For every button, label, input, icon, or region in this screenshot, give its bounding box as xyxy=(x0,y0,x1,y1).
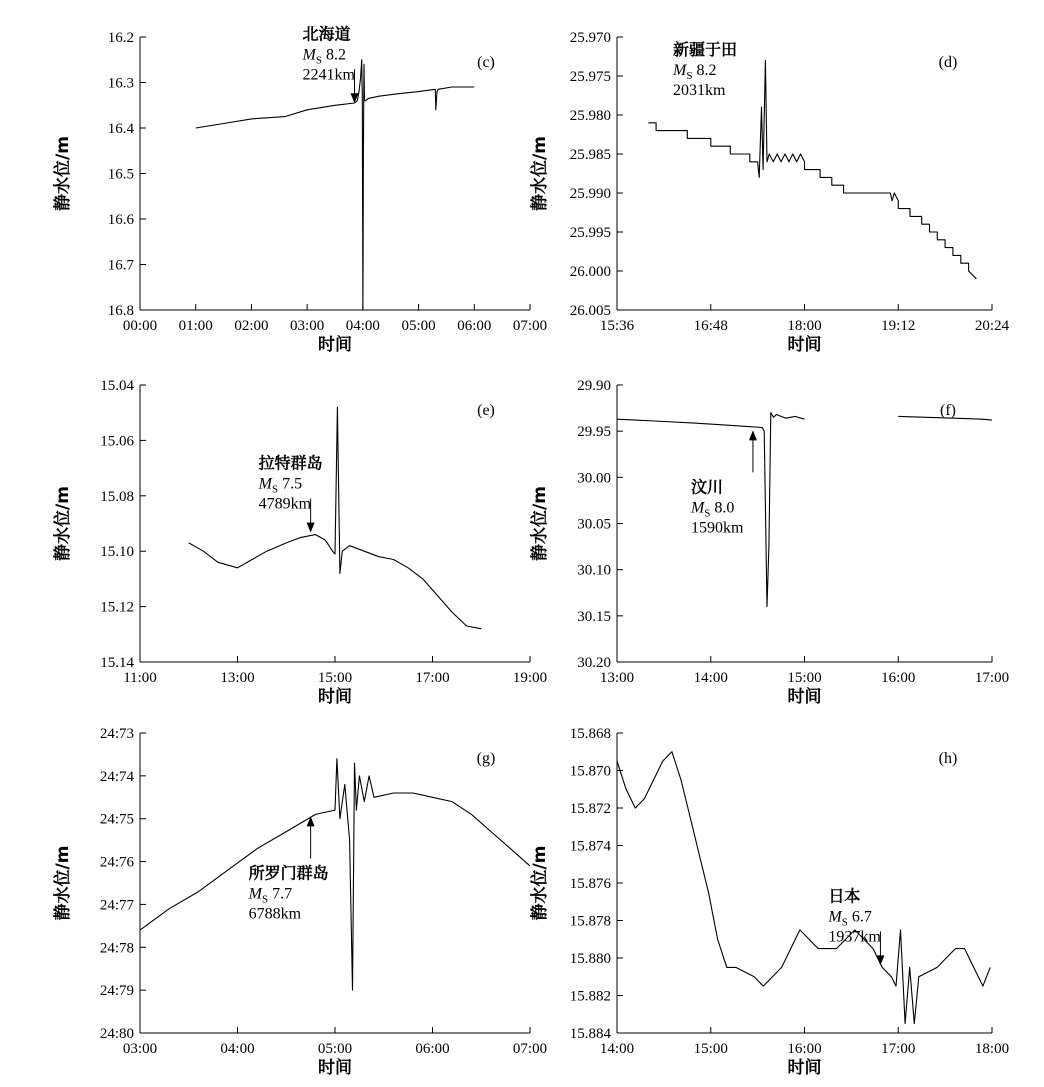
annotation-magnitude: $M_S$ 8.0 xyxy=(690,499,735,520)
y-tick-label: 16.5 xyxy=(107,166,134,183)
annotation-quake-name: 汶川 xyxy=(690,477,723,497)
y-tick-label: 15.878 xyxy=(569,913,611,930)
x-tick-label: 04:00 xyxy=(345,318,380,334)
y-tick-label: 30.00 xyxy=(577,470,611,487)
annotation-distance: 1590km xyxy=(690,519,744,537)
x-tick-label: 06:00 xyxy=(457,318,492,334)
y-tick-label: 15.06 xyxy=(100,433,134,450)
panel-label: (c) xyxy=(477,54,495,71)
y-axis-title: 静水位/m xyxy=(530,845,550,921)
y-tick-label: 15.08 xyxy=(100,488,134,505)
x-tick-label: 04:00 xyxy=(220,1041,255,1057)
annotation-magnitude: $M_S$ 7.7 xyxy=(248,885,293,906)
x-tick-label: 18:00 xyxy=(974,1041,1010,1057)
annotation-quake-name: 北海道 xyxy=(302,24,351,44)
y-tick-label: 15.876 xyxy=(569,876,611,892)
x-tick-label: 19:00 xyxy=(512,670,548,686)
y-tick-label: 16.3 xyxy=(107,75,134,92)
y-tick-label: 15.880 xyxy=(569,951,611,967)
x-tick-label: 14:00 xyxy=(693,670,728,686)
x-tick-label: 19:12 xyxy=(881,318,916,334)
x-axis-title: 时间 xyxy=(318,1058,352,1078)
y-tick-label: 15.872 xyxy=(569,801,611,817)
y-tick-label: 25.970 xyxy=(569,30,611,46)
x-tick-label: 17:00 xyxy=(881,1041,916,1057)
series-line xyxy=(196,60,475,310)
y-tick-label: 15.882 xyxy=(569,988,611,1005)
x-tick-label: 17:00 xyxy=(974,670,1010,686)
x-tick-label: 15:00 xyxy=(317,670,353,686)
annotation-quake-name: 所罗门群岛 xyxy=(248,863,329,883)
y-tick-label: 15.04 xyxy=(100,378,134,394)
series-line xyxy=(189,407,482,629)
annotation-magnitude: $M_S$ 8.2 xyxy=(302,46,346,67)
series-line xyxy=(140,759,530,990)
x-tick-label: 05:00 xyxy=(317,1041,353,1057)
x-axis-title: 时间 xyxy=(318,335,352,355)
y-axis-title: 静水位/m xyxy=(53,136,73,211)
panel-label: (g) xyxy=(476,750,496,767)
y-tick-label: 24:75 xyxy=(99,811,134,828)
x-tick-label: 02:00 xyxy=(234,318,269,334)
annotation-distance: 6788km xyxy=(248,905,302,923)
x-tick-label: 03:00 xyxy=(290,318,325,334)
annotation-quake-name: 新疆于田 xyxy=(673,40,738,59)
x-tick-label: 07:00 xyxy=(512,1041,548,1057)
y-tick-label: 16.8 xyxy=(107,303,134,319)
y-tick-label: 25.995 xyxy=(569,225,611,241)
x-tick-label: 16:00 xyxy=(787,1041,822,1057)
y-axis-title: 静水位/m xyxy=(53,845,73,921)
y-tick-label: 30.15 xyxy=(577,608,611,625)
x-axis-title: 时间 xyxy=(318,687,352,707)
annotation-arrowhead xyxy=(307,523,315,533)
annotation-distance: 1937km xyxy=(828,928,881,946)
x-tick-label: 18:00 xyxy=(787,318,822,334)
x-tick-label: 01:00 xyxy=(178,318,213,334)
x-tick-label: 15:00 xyxy=(693,1041,728,1057)
chart-panel xyxy=(529,726,1009,1078)
series-line xyxy=(617,752,990,1024)
annotation-arrowhead xyxy=(307,816,315,826)
x-axis-title: 时间 xyxy=(787,335,822,355)
y-tick-label: 24:74 xyxy=(99,768,134,785)
x-tick-label: 00:00 xyxy=(122,318,158,334)
y-tick-label: 30.10 xyxy=(577,562,611,579)
y-tick-label: 15.884 xyxy=(569,1026,611,1042)
y-tick-label: 24:73 xyxy=(99,726,134,742)
y-axis-title: 静水位/m xyxy=(530,486,550,561)
annotation-distance: 2031km xyxy=(673,82,726,99)
y-tick-label: 24:77 xyxy=(99,897,134,914)
y-tick-label: 25.980 xyxy=(569,108,611,124)
y-tick-label: 16.7 xyxy=(107,257,134,274)
chart-panel xyxy=(52,378,547,707)
y-tick-label: 16.2 xyxy=(107,30,134,46)
y-tick-label: 30.20 xyxy=(577,655,611,671)
y-axis-title: 静水位/m xyxy=(530,136,550,211)
y-tick-label: 29.90 xyxy=(577,378,611,394)
y-tick-label: 15.870 xyxy=(569,763,611,780)
y-tick-label: 16.4 xyxy=(107,121,134,137)
annotation-magnitude: $M_S$ 6.7 xyxy=(828,908,872,929)
x-axis-title: 时间 xyxy=(787,687,822,707)
x-tick-label: 15:00 xyxy=(787,670,822,686)
annotation-magnitude: $M_S$ 8.2 xyxy=(673,62,717,82)
annotation-magnitude: $M_S$ 7.5 xyxy=(258,475,303,496)
y-tick-label: 26.000 xyxy=(569,264,611,280)
y-tick-label: 15.868 xyxy=(569,726,611,742)
x-tick-label: 14:00 xyxy=(599,1041,635,1057)
x-tick-label: 07:00 xyxy=(512,318,548,334)
x-axis-title: 时间 xyxy=(787,1058,822,1078)
annotation-distance: 2241km xyxy=(302,66,355,84)
x-tick-label: 20:24 xyxy=(974,318,1010,334)
x-tick-label: 17:00 xyxy=(415,670,450,686)
panel-label: (h) xyxy=(938,750,958,767)
y-tick-label: 30.05 xyxy=(577,516,611,533)
x-tick-label: 03:00 xyxy=(122,1041,158,1057)
annotation-arrowhead xyxy=(876,955,884,965)
y-tick-label: 26.005 xyxy=(569,303,611,319)
y-tick-label: 25.990 xyxy=(569,186,611,202)
y-axis-title: 静水位/m xyxy=(53,486,73,561)
y-tick-label: 25.985 xyxy=(569,147,611,163)
panel-label: (e) xyxy=(477,402,495,419)
y-tick-label: 24:76 xyxy=(99,854,134,871)
chart-panel xyxy=(52,726,547,1078)
panel-label: (f) xyxy=(940,402,956,419)
x-tick-label: 11:00 xyxy=(123,670,157,686)
y-tick-label: 16.6 xyxy=(107,212,134,228)
annotation-quake-name: 日本 xyxy=(828,886,861,906)
y-tick-label: 15.12 xyxy=(100,599,134,616)
x-tick-label: 13:00 xyxy=(599,670,635,686)
y-tick-label: 25.975 xyxy=(569,69,611,85)
x-tick-label: 05:00 xyxy=(401,318,436,334)
y-tick-label: 15.874 xyxy=(569,838,611,855)
y-tick-label: 24:78 xyxy=(99,940,134,957)
y-tick-label: 15.10 xyxy=(100,544,134,561)
annotation-quake-name: 拉特群岛 xyxy=(258,453,323,473)
x-tick-label: 16:00 xyxy=(881,670,916,686)
y-tick-label: 15.14 xyxy=(100,655,134,671)
y-tick-label: 24:79 xyxy=(99,983,134,1000)
y-tick-label: 29.95 xyxy=(577,424,611,441)
chart-panel xyxy=(529,30,1010,355)
x-tick-label: 06:00 xyxy=(415,1041,450,1057)
x-tick-label: 15:36 xyxy=(599,318,635,334)
x-tick-label: 13:00 xyxy=(220,670,255,686)
y-tick-label: 24:80 xyxy=(99,1026,134,1042)
chart-panel xyxy=(529,378,1009,707)
annotation-distance: 4789km xyxy=(258,495,312,513)
annotation-arrowhead xyxy=(749,430,757,440)
chart-panel xyxy=(52,24,547,355)
x-tick-label: 16:48 xyxy=(693,318,728,334)
panel-label: (d) xyxy=(938,54,958,71)
